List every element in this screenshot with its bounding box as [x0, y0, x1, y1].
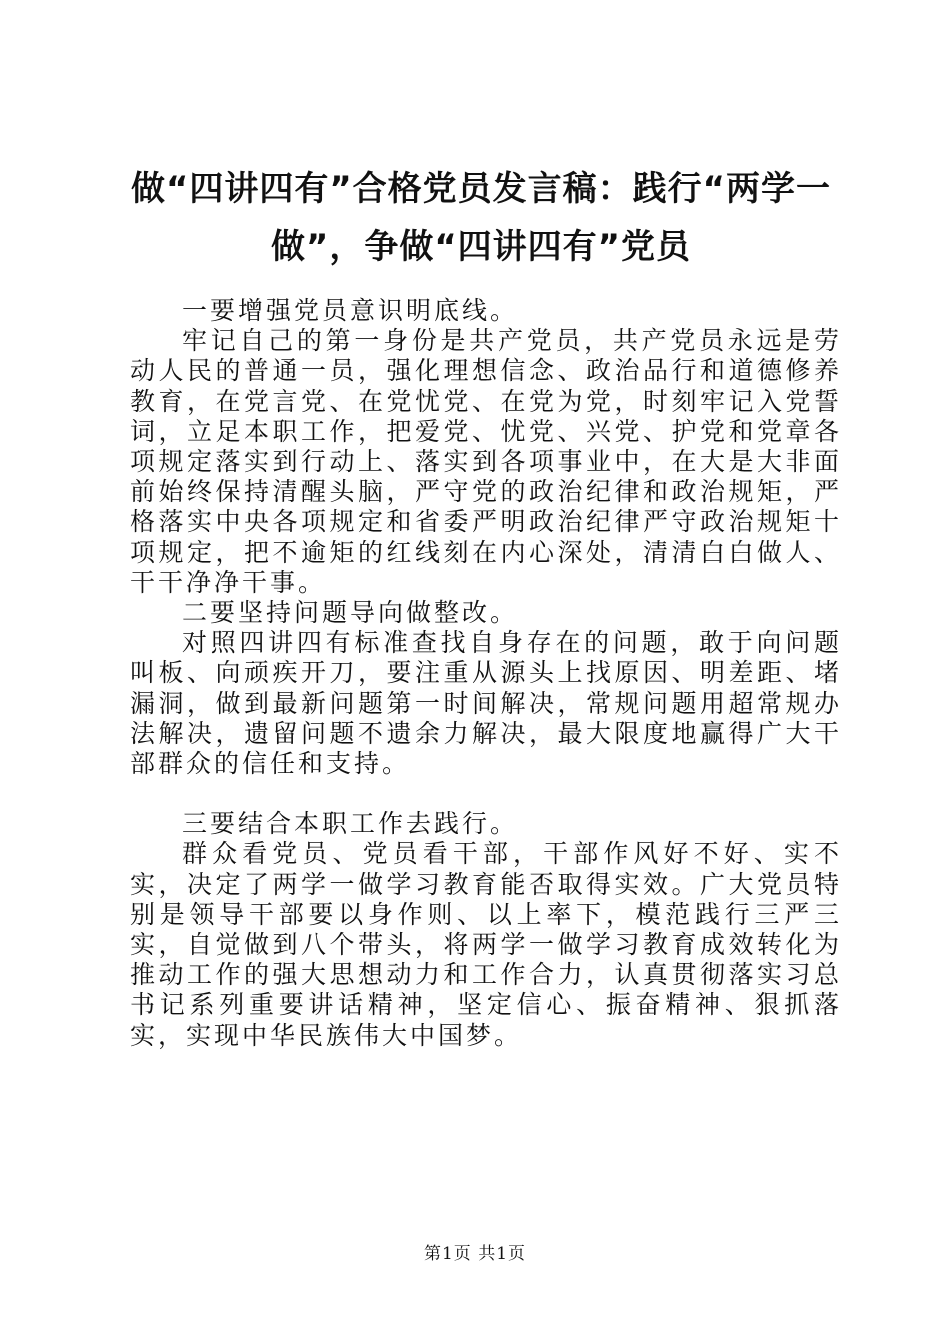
paragraph-spacer — [130, 779, 842, 809]
paragraph-2: 对照四讲四有标准查找自身存在的问题，敢于向问题叫板、向顽疾开刀，要注重从源头上找原因、明差距、堵漏洞，做到最新问题第一时间解决，常规问题用超常规办法解决，遗留问题不遗余力解决，最大限度地赢得广大干部群众的信任和支持。 — [130, 628, 842, 779]
paragraph-heading-2: 二要坚持问题导向做整改。 — [182, 598, 519, 628]
paragraph-heading-1: 一要增强党员意识明底线。 — [182, 296, 519, 325]
page-footer: 第1页 共1页 — [423, 1244, 527, 1264]
paragraph-3: 群众看党员、党员看干部，干部作风好不好、实不实，决定了两学一做学习教育能否取得实效。广大党员特别是领导干部要以身作则、以上率下，模范践行三严三实，自觉做到八个带头，将两学一做学习教育成效转化为推动工作的强大思想动力和工作合力，认真贯彻落实习总书记系列重要讲话精神，坚定信心、振奋精神、狠抓落实，实现中华民族伟大中国梦。 — [130, 839, 842, 1050]
paragraph-1: 牢记自己的第一身份是共产党员，共产党员永远是劳动人民的普通一员，强化理想信念、政治品行和道德修养教育，在党言党、在党忧党、在党为党，时刻牢记入党誓词，立足本职工作，把爱党、忧党、兴党、护党和党章各项规定落实到行动上、落实到各项事业中，在大是大非面前始终保持清醒头脑，严守党的政治纪律和政治规矩，严格落实中央各项规定和省委严明政治纪律严守政治规矩十项规定，把不逾矩的红线刻在内心深处，清清白白做人、干干净净干事。 — [130, 326, 842, 597]
document-body — [130, 296, 842, 1051]
paragraph-heading-3: 三要结合本职工作去践行。 — [182, 809, 519, 839]
document-title: 做“四讲四有”合格党员发言稿：践行“两学一做”，争做“四讲四有”党员 — [130, 169, 832, 267]
